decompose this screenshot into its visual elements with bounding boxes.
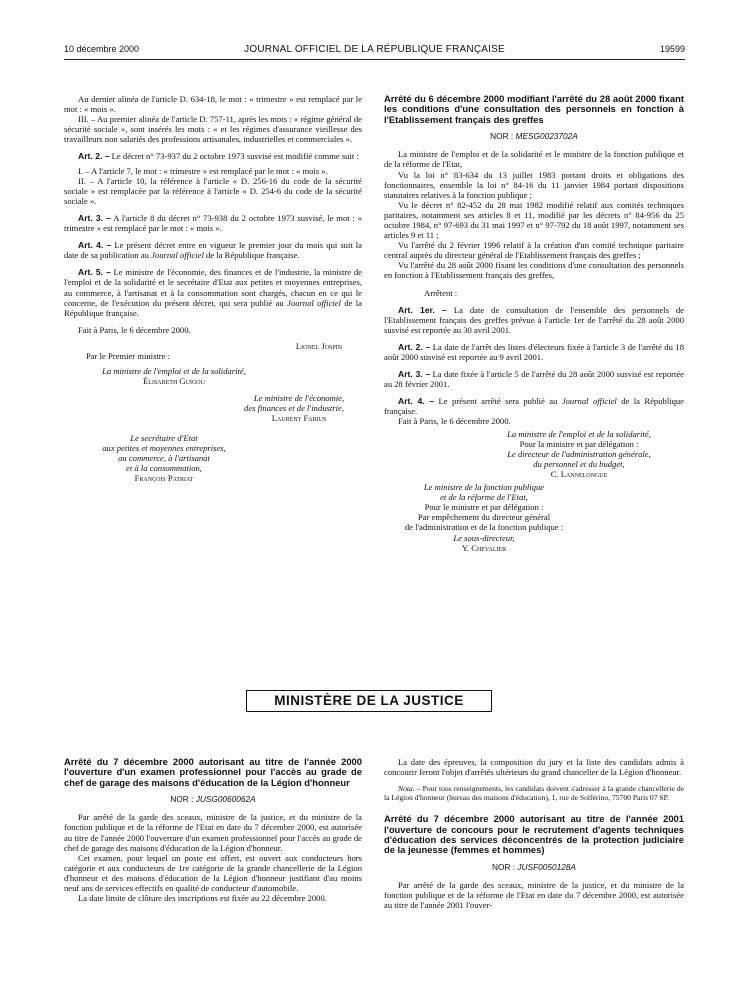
article-4: Art. 4. – Le présent arrêté sera publié au Journal officiel de la République française. xyxy=(384,396,684,417)
par-premier-ministre: Par le Premier ministre : xyxy=(86,350,171,361)
signature-jospin: Lionel Jospin xyxy=(295,340,342,351)
article-label: Art. 2. – xyxy=(78,151,110,162)
article-label: Art. 3. – xyxy=(78,212,111,223)
paragraph: Vu la loi n° 83-634 du 13 juillet 1983 portant droits et obligations des fonctionnaires, ensemble la loi n° 84-16 du 11 janvier 1984 portant dispositions statutaires relatives à la fonction publique ; xyxy=(384,169,684,200)
signature-fabius: Laurent Fabius xyxy=(271,413,327,424)
article-2: Art. 2. – Le décret n° 73-937 du 2 octobre 1973 susvisé est modifié comme suit : xyxy=(78,151,359,162)
paragraph: II. – A l'article 10, la référence à l'article « D. 256-16 du code de la sécurité sociale » est remplacée par la référence à l'article « D. 254-6 du code de la sécurité sociale ». xyxy=(64,175,362,206)
paragraph: Vu l'arrêté du 2 février 1996 relatif à la création d'un comité technique paritaire central auprès du directeur général de l'Etablissement français des greffes ; xyxy=(384,240,684,261)
journal-title: JOURNAL OFFICIEL DE LA RÉPUBLIQUE FRANÇAISE xyxy=(244,44,505,55)
paragraph: La ministre de l'emploi et de la solidarité et le ministre de la fonction publique et de la réforme de l'Etat, xyxy=(384,149,684,170)
paragraph: La date limite de clôture des inscriptions est fixée au 22 décembre 2000. xyxy=(78,893,327,904)
bottom-right-column xyxy=(384,757,684,910)
page-number: 19599 xyxy=(659,44,685,54)
paragraph: Cet examen, pour lequel un poste est offert, est ouvert aux conducteurs hors catégorie et aux conducteurs de 1re catégorie de la grande chancellerie de la Légion d'honneur et des maisons d'éducation de la Légion d'honneur justifiant d'au moins neuf ans de services effectifs en qualité de conducteur d'automobile. xyxy=(64,852,362,893)
paragraph: La date des épreuves, la composition du jury et la liste des candidats admis à concourir feront l'objet d'arrêtés ultérieurs du grand chancelier de la Légion d'honneur. xyxy=(384,757,684,778)
signature-lannelongue: C. Lannelongue xyxy=(550,468,608,479)
signature-block-emploi: La ministre de l'emploi et de la solidarité, Pour la ministre et par délégation : Le directeur de l'administration générale, du personnel et du budget, C. Lannelongue xyxy=(479,429,679,479)
nor-reference: NOR : MESG0023702A xyxy=(490,131,578,142)
secretaire-etat: Le secrétaire d'Etat aux petites et moyennes entreprises, au commerce, à l'artisanat et à la consommation, xyxy=(102,432,226,473)
paragraph: Vu l'arrêté du 28 août 2000 fixant les conditions d'une consultation des personnels en fonction à l'Etablissement français des greffes, xyxy=(384,260,684,281)
arretent: Arrêtent : xyxy=(424,287,458,298)
article-2: Art. 2. – La date de l'arrêt des listes d'électeurs fixée à l'article 3 de l'arrêté du 18 août 2000 susvisé est reportée au 9 avril 2001. xyxy=(384,341,684,362)
article-label: Art. 4. – xyxy=(78,240,112,251)
article-3: Art. 3. – La date fixée à l'article 5 de l'arrêté du 28 août 2000 susvisé est reportée au 28 février 2001. xyxy=(384,369,684,390)
paragraph: Au dernier alinéa de l'article D. 634-18, le mot : « trimestre » est remplacé par le mot : « mois ». xyxy=(64,94,362,115)
paragraph: I. – A l'article 7, le mot : « trimestre » est remplacé par le mot : « mois ». xyxy=(78,165,328,176)
paragraph: Par arrêté de la garde des sceaux, ministre de la justice, et du ministre de la fonction publique et de la réforme de l'Etat en date du 7 décembre 2000, est autorisée au titre de l'année 2000 l'ouverture d'un examen professionnel pour l'accès au grade de chef de garage des maisons d'éducation de la Légion d'honneur. xyxy=(64,812,362,853)
signature-guigou: Élisabeth Guigou xyxy=(143,376,205,387)
article-5: Art. 5. – Le ministre de l'économie, des finances et de l'industrie, la ministre de l'emploi et de la solidarité et le secrétaire d'Etat aux petites et moyennes entreprises, au commerce, à l'artisanat et à la consommation sont chargés, chacun en ce qui le concerne, de l'exécution du présent décret, qui sera publié au Journal officiel de la République française. xyxy=(64,267,362,318)
arrete-title: Arrêté du 7 décembre 2000 autorisant au titre de l'année 2000 l'ouverture d'un examen professionnel pour l'accès au grade de chef de garage des maisons d'éducation de la Légion d'honneur xyxy=(64,756,362,788)
signature-chevalier: Y. Chevalier xyxy=(461,542,507,553)
ministry-banner: MINISTÈRE DE LA JUSTICE xyxy=(246,690,492,712)
article-3: Art. 3. – A l'article 8 du décret n° 73-938 du 2 octobre 1973 susvisé, le mot : « trimestre » est remplacé par le mot : « mois ». xyxy=(64,212,362,234)
article-1: Art. 1er. – La date de consultation de l'ensemble des personnels de l'Etablissement français des greffes prévue à l'article 1er de l'arrêté du 28 août 2000 susvisé est reportée au 30 avril 2001. xyxy=(384,304,685,335)
paragraph: Vu le décret n° 82-452 du 28 mai 1982 modifié relatif aux comités techniques paritaires, notamment ses articles 8 et 11, modifié par les décrets n° 84-956 du 25 octobre 1984, n° 97-693 du 31 mai 1997 et n° 97-792 du 18 août 1997, notamment ses articles 9 et 11 ; xyxy=(384,199,684,241)
bottom-left-column xyxy=(64,757,362,903)
header-rule xyxy=(64,59,685,60)
top-left-column: Au dernier alinéa de l'article D. 634-18, le mot : « trimestre » est remplacé par le mot : « mois ». III. – Au premier alinéa de l'article D. 757-11, après les mots : « régime général de sécurité sociale », sont insérés les mots : « et les régimes d'assurance vieillesse des travailleurs non salariés des professions artisanales, industrielles et commerciales ». Art. 2. – Le décret n° 73-937 du 2 octobre 1973 susvisé est modifié comme suit : I. – A l'article 7, le mot : « trimestre » est remplacé par le mot : « mois ». II. – A l'article 10, la référence à l'article « D. 256-16 du code de la sécurité sociale » est remplacée par la référence à l'article « D. 254-6 du code de la sécurité sociale ». Art. 3. – A l'article 8 du décret n° 73-938 du 2 octobre 1973 susvisé, le mot : « trimestre » est remplacé par le mot : « mois ». Art. 4. – Le présent décret entre en vigueur le premier jour du mois qui suit la date de sa publication au Journal officiel de la République française. Art. 5. – Le ministre de l'économie, des finances et de l'industrie, la ministre de l'emploi et de la solidarité et le secrétaire d'Etat aux petites et moyennes entreprises, au commerce, à l'artisanat et à la consommation sont chargés, chacun en ce qui le concerne, de l'exécution du présent décret, qui sera publié au Journal officiel de la République française. Fait à Paris, le 6 décembre 2000. Lionel Jospin Par le Premier ministre : La ministre de l'emploi et de la solidarité, Élisabeth Guigou Le ministre de l'économie, des finances et de l'industrie, Laurent Fabius Le secrétaire d'Etat aux petites et moyennes entreprises, au commerce, à l'artisanat et à la consommation, François Patriat xyxy=(64,94,362,483)
nota: Nota. – Pour tous renseignements, les candidats doivent s'adresser à la grande chancellerie de la Légion d'honneur (bureau des maisons d'éducation), 1, rue de Solférino, 75700 Paris 07 SP. xyxy=(384,784,684,803)
nor-reference: NOR : JUSF0050128A xyxy=(492,861,576,872)
signature-block-fonction-publique: Le ministre de la fonction publique et de la réforme de l'Etat, Pour le ministre et par délégation : Par empêchement du directeur général de l'administration et de la fonction publique : Le sous-directeur, Y. Chevalier xyxy=(384,482,584,553)
paragraph: Par arrêté de la garde des sceaux, ministre de la justice, et du ministre de la fonction publique et de la réforme de l'Etat en date du 7 décembre 2000, est autorisée au titre de l'année 2001 l'ouver- xyxy=(384,879,684,911)
ministre-emploi: La ministre de l'emploi et de la solidarité, xyxy=(102,366,246,377)
fait-a-paris: Fait à Paris, le 6 décembre 2000. xyxy=(78,324,191,335)
arrete-title: Arrêté du 7 décembre 2000 autorisant au titre de l'année 2001 l'ouverture de concours pour le recrutement d'agents techniques d'éducation des services déconcentrés de la protection judiciaire de la jeunesse (femmes et hommes) xyxy=(384,813,684,856)
article-4: Art. 4. – Le présent décret entre en vigueur le premier jour du mois qui suit la date de sa publication au Journal officiel de la République française. xyxy=(64,240,362,261)
nor-reference: NOR : JUSG0060062A xyxy=(170,794,256,805)
article-label: Art. 5. – xyxy=(78,267,111,278)
top-right-column xyxy=(384,94,684,553)
header-date: 10 décembre 2000 xyxy=(64,44,140,54)
page-header xyxy=(64,44,685,58)
paragraph: III. – Au premier alinéa de l'article D. 757-11, après les mots : « régime général de sécurité sociale », sont insérés les mots : « et les régimes d'assurance vieillesse des travailleurs non salariés des professions artisanales, industrielles et commerciales ». xyxy=(64,114,362,145)
signature-patriat: François Patriat xyxy=(134,472,194,483)
arrete-title: Arrêté du 6 décembre 2000 modifiant l'arrêté du 28 août 2000 fixant les conditions d'une consultation des personnels en fonction à l'Etablissement français des greffes xyxy=(384,93,684,125)
ministre-economie: Le ministre de l'économie, xyxy=(253,393,345,404)
fait-a-paris: Fait à Paris, le 6 décembre 2000. xyxy=(398,416,511,427)
